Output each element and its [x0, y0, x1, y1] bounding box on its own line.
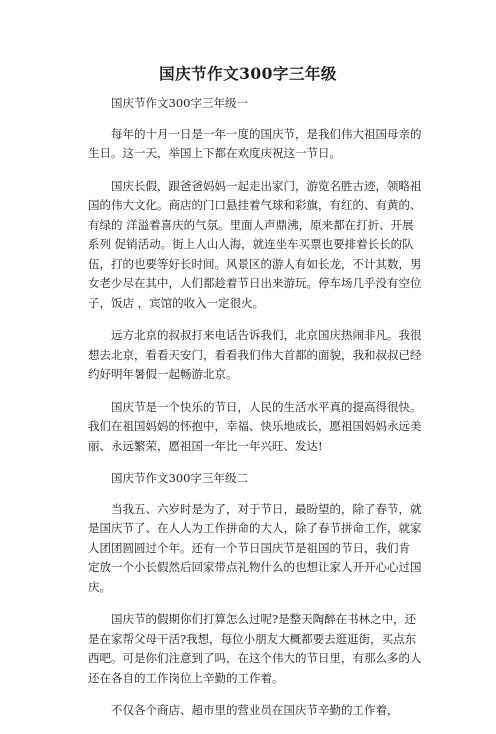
paragraph: 不仅各个商店、超市里的营业员在国庆节辛勤的工作着， [111, 703, 399, 717]
paragraph: 远方北京的叔叔打来电话告诉我们，北京国庆热闹非凡。我很想去北京，看看天安门，看看我们伟大首都的面貌，我和叔叔已经约好明年暑假一起畅游北京。 [88, 328, 422, 381]
paragraph: 国庆节的假期你们打算怎么过呢?是整天陶醉在书林之中，还是在家帮父母干活?我想，每位小朋友大概都要去逛逛街，买点东西吧。可是你们注意到了吗，在这个伟大的节日里，有那么多的人 还在各自的工作岗位上辛勤的工作着。 [88, 612, 422, 685]
section-heading: 国庆节作文300字三年级二 [111, 471, 248, 485]
paragraph: 国庆节是一个快乐的节日，人民的生活水平真的提高得很快。我们在祖国妈妈的怀抱中，幸福、快乐地成长，愿祖国妈妈永远美丽、永远繁荣，愿祖国一年比一年兴旺、发达! [88, 399, 422, 453]
paragraph: 当我五、六岁时是为了，对于节日，最盼望的，除了春节，就是国庆节了、在人人为工作拼命的大人，除了春节拼命工作，就家人团团圆圆过个年。还有一个节日国庆节是祖国的节日，我们肯 定放一个小长假然后回家带点礼物什么的也想让家人开开心心过国庆。 [88, 501, 422, 594]
section-heading: 国庆节作文300字三年级一 [111, 96, 248, 110]
paragraph: 每年的十月一日是一年一度的国庆节，是我们伟大祖国母亲的生日。这一天，举国上下都在欢度庆祝这一节日。 [88, 126, 422, 160]
paragraph: 国庆长假，跟爸爸妈妈一起走出家门，游览名胜古迹，领略祖国的伟大文化。商店的门口悬挂着气球和彩旗，有红的、有黄的、有绿的 洋溢着喜庆的气氛。里面人声鼎沸，原来都在打折、开展系列 促销活动。街上人山人海，就连坐车买票也要排着长长的队伍，打的也要等好长时间。风景区的游人有如长龙，不计其数，男女老少尽在其中，人们都趁着节日出来游玩。停车场几乎没有空位子，饭店 ，宾馆的收入一定很火。 [88, 178, 422, 310]
document-title: 国庆节作文300字三年级 [159, 64, 337, 83]
document-body [88, 94, 424, 734]
